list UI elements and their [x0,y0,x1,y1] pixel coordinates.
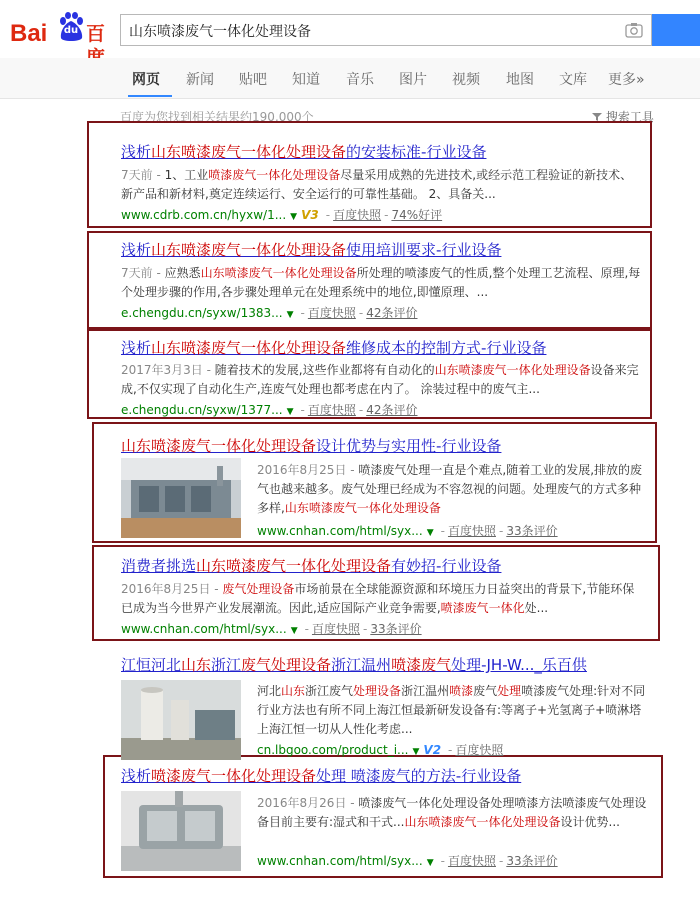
result-4-rating-link[interactable]: 33条评价 [506,524,558,538]
result-1-rating-link[interactable]: 74%好评 [391,208,443,222]
text-segment: 维修成本的控制方式-行业设备 [346,339,547,357]
tab-zhidao[interactable]: 知道 [292,72,320,88]
text-segment: 喷漆废气一体化处理设备处理喷漆方法喷漆废气处理设备目前主要有:湿式和干式... [257,796,647,829]
result-1-link-row: www.cdrb.com.cn/hyxw/1... ▼ V3 - 百度快照 - 74%好评 [121,208,443,222]
search-input[interactable] [120,14,652,46]
text-segment: 处... [524,601,549,615]
keyword-highlight: 山东喷漆废气一体化处理设备 [404,815,561,829]
text-segment: 有妙招-行业设备 [391,557,502,575]
dropdown-arrow-icon[interactable]: ▼ [412,747,420,757]
v-badge[interactable]: V3 [301,208,319,222]
result-date: 2016年8月25日 - [257,463,359,477]
result-7-title[interactable] [121,767,521,785]
result-date: 7天前 - [121,168,165,182]
text-segment: 喷漆废气处理:针对不同行业方法也有所不同上海江恒最新研发设备有:等离子+光氢离子+喷淋塔 上海江恒一切从人性化考虑... [257,684,646,736]
text-segment: 浙江温州 [401,684,450,698]
result-4-link-row: www.cnhan.com/html/syx... ▼ - 百度快照 - 33条评价 [257,524,558,538]
result-6-title[interactable] [121,656,587,674]
text-segment: 市场前景在全球能源资源和环境压力日益突出的背景下,节能环保已成为当今世界产业发展潮流。因此,适应国际产业竞争需要, [121,582,635,615]
keyword-highlight: 山东喷漆废气一体化处理设备 [151,339,347,357]
keyword-highlight: 山东 [181,656,212,674]
keyword-highlight: 喷漆 [449,684,474,698]
result-5-cache-link[interactable]: 百度快照 [311,622,360,636]
dropdown-arrow-icon[interactable]: ▼ [426,858,434,868]
result-date: 7天前 - [121,266,165,280]
search-tools-label: 搜索工具 [605,110,654,124]
text-segment: 浅析 [121,767,152,785]
result-6-url[interactable]: cn.lbgoo.com/product_i... [257,743,409,757]
text-segment: 设计优势... [560,815,620,829]
camera-icon[interactable] [625,22,643,38]
keyword-highlight: 山东喷漆废气一体化处理设备 [151,143,347,161]
v-badge[interactable]: V2 [423,743,442,757]
keyword-highlight: 废气处理设备 [241,656,332,674]
result-4-desc [257,461,647,518]
keyword-highlight: 喷漆废气一体化处理设备 [208,168,341,182]
tab-web[interactable]: 网页 [132,72,160,88]
result-4-title[interactable] [121,437,501,455]
text-segment: 浅析 [121,143,152,161]
baidu-logo[interactable] [10,10,115,46]
keyword-highlight: 山东喷漆废气一体化处理设备 [434,363,591,377]
text-segment: 江恒河北 [121,656,182,674]
result-3-desc [121,361,641,399]
keyword-highlight: 山东喷漆废气一体化处理设备 [121,437,317,455]
text-segment: 浅析 [121,241,152,259]
tab-wenku[interactable]: 文库 [559,72,587,88]
tab-news[interactable]: 新闻 [186,72,214,88]
result-5-link-row: www.cnhan.com/html/syx... ▼ - 百度快照 - 33条评价 [121,622,422,636]
text-segment: 河北 [257,684,282,698]
result-4-cache-link[interactable]: 百度快照 [447,524,496,538]
result-3-title[interactable] [121,339,546,357]
text-segment: 处理-JH-W..._乐百供 [451,656,587,674]
tab-images[interactable]: 图片 [399,72,427,88]
text-segment: 设计优势与实用性-行业设备 [316,437,502,455]
factory-equipment-image [121,458,241,538]
result-5-url[interactable]: www.cnhan.com/html/syx... [121,622,287,636]
active-tab-indicator [128,95,172,97]
result-5-desc [121,580,641,618]
result-1-url[interactable]: www.cdrb.com.cn/hyxw/1... [121,208,287,222]
result-count: 百度为您找到相关结果约190,000个 [120,110,314,124]
scrubber-tower-image [121,680,241,760]
keyword-highlight: 喷漆废气 [391,656,452,674]
result-1-cache-link[interactable]: 百度快照 [333,208,382,222]
keyword-highlight: 山东喷漆废气一体化处理设备 [151,241,347,259]
keyword-highlight: 喷漆废气一体化 [440,601,525,615]
text-segment: 浙江 [211,656,242,674]
result-2-url[interactable]: e.chengdu.cn/syxw/1383... [121,306,283,320]
result-date: 2016年8月25日 - [121,582,223,596]
result-6-thumbnail[interactable] [121,680,241,760]
text-segment: 浅析 [121,339,152,357]
dropdown-arrow-icon[interactable]: ▼ [426,528,434,538]
result-6-desc [257,682,647,739]
keyword-highlight: 山东喷漆废气一体化处理设备 [196,557,392,575]
keyword-highlight: 山东 [281,684,306,698]
search-button[interactable] [652,14,700,46]
result-2-link-row: e.chengdu.cn/syxw/1383... ▼ - 百度快照 - 42条评价 [121,306,418,320]
tab-video[interactable]: 视频 [452,72,480,88]
text-segment: 设备来完成,不仅实现了自动化生产,连废气处理也都考虑在内了。 涂装过程中的废气主... [121,363,639,396]
text-segment: 所处理的喷漆废气的性质,整个处理工艺流程、原理,每个处理步骤的作用,各步骤处理单元在处理系统中的地位,即懂原理、... [121,266,641,299]
tab-music[interactable]: 音乐 [346,72,374,88]
dropdown-arrow-icon[interactable]: ▼ [290,626,298,636]
header [0,0,700,58]
text-segment: 使用培训要求-行业设备 [346,241,502,259]
result-3-cache-link[interactable]: 百度快照 [307,403,356,417]
result-date: 2017年3月3日 - [121,363,215,377]
result-2-title[interactable] [121,241,501,259]
result-7-rating-link[interactable]: 33条评价 [506,854,558,868]
tab-tieba[interactable]: 贴吧 [239,72,267,88]
keyword-highlight: 山东喷漆废气一体化处理设备 [284,501,441,515]
nav-tabs [0,58,700,99]
text-segment: 浙江废气 [305,684,354,698]
text-segment: 尽量采用成熟的先进技术,或经示范工程验证的新技术、新产品和新材料,奠定连续运行、安全运行的可靠性基础。 2、具备关... [121,168,633,201]
text-segment: 浙江温州 [331,656,392,674]
keyword-highlight: 山东喷漆废气一体化处理设备 [200,266,357,280]
result-7-cache-link[interactable]: 百度快照 [447,854,496,868]
dropdown-arrow-icon[interactable]: ▼ [286,407,294,417]
search-query: 山东喷漆废气一体化处理设备 [129,24,311,40]
result-7-thumbnail[interactable] [121,791,241,871]
text-segment: 消费者挑选 [121,557,197,575]
keyword-highlight: 喷漆废气一体化处理设备 [151,767,317,785]
result-1-title[interactable] [121,143,486,161]
result-2-cache-link[interactable]: 百度快照 [307,306,356,320]
result-1-desc [121,166,639,204]
result-6-link-row: cn.lbgoo.com/product_i... ▼ V2 - 百度快照 [257,743,504,757]
logo-text-du: du [63,25,79,36]
result-date: 2016年8月26日 - [257,796,359,810]
dropdown-arrow-icon[interactable]: ▼ [290,212,298,222]
result-3-link-row: e.chengdu.cn/syxw/1377... ▼ - 百度快照 - 42条评价 [121,403,418,417]
result-2-desc [121,264,641,302]
text-segment: 随着技术的发展,这些作业都将有自动化的 [214,363,435,377]
spray-booth-image [121,791,241,871]
tab-more[interactable]: 更多» [608,72,645,88]
logo-text-baidu-cn: 百 [86,23,106,45]
text-segment: 废气 [473,684,498,698]
result-5-title[interactable] [121,557,501,575]
text-segment: 处理 喷漆废气的方法-行业设备 [316,767,522,785]
keyword-highlight: 处理 [497,684,522,698]
dropdown-arrow-icon[interactable]: ▼ [286,310,294,320]
keyword-highlight: 处理设备 [353,684,402,698]
result-7-desc [257,794,647,832]
keyword-highlight: 废气处理设备 [222,582,295,596]
result-4-url[interactable]: www.cnhan.com/html/syx... [257,524,423,538]
logo-text-bai: Bai [10,20,48,47]
result-3-rating-link[interactable]: 42条评价 [366,403,418,417]
text-segment: 的安装标准-行业设备 [346,143,487,161]
result-5-rating-link[interactable]: 33条评价 [370,622,422,636]
text-segment: 应熟悉 [164,266,201,280]
text-segment: 1、工业 [164,168,209,182]
tab-map[interactable]: 地图 [506,72,534,88]
result-2-rating-link[interactable]: 42条评价 [366,306,418,320]
result-7-url[interactable]: www.cnhan.com/html/syx... [257,854,423,868]
text-segment: 喷漆废气处理一直是个难点,随着工业的发展,排放的废气也越来越多。废气处理已经成为不容忽视的问题。处理废气的方式多种多样, [257,463,643,515]
result-6-cache-link[interactable]: 百度快照 [455,743,504,757]
result-7-link-row: www.cnhan.com/html/syx... ▼ - 百度快照 - 33条评价 [257,854,558,868]
result-3-url[interactable]: e.chengdu.cn/syxw/1377... [121,403,283,417]
result-4-thumbnail[interactable] [121,458,241,538]
